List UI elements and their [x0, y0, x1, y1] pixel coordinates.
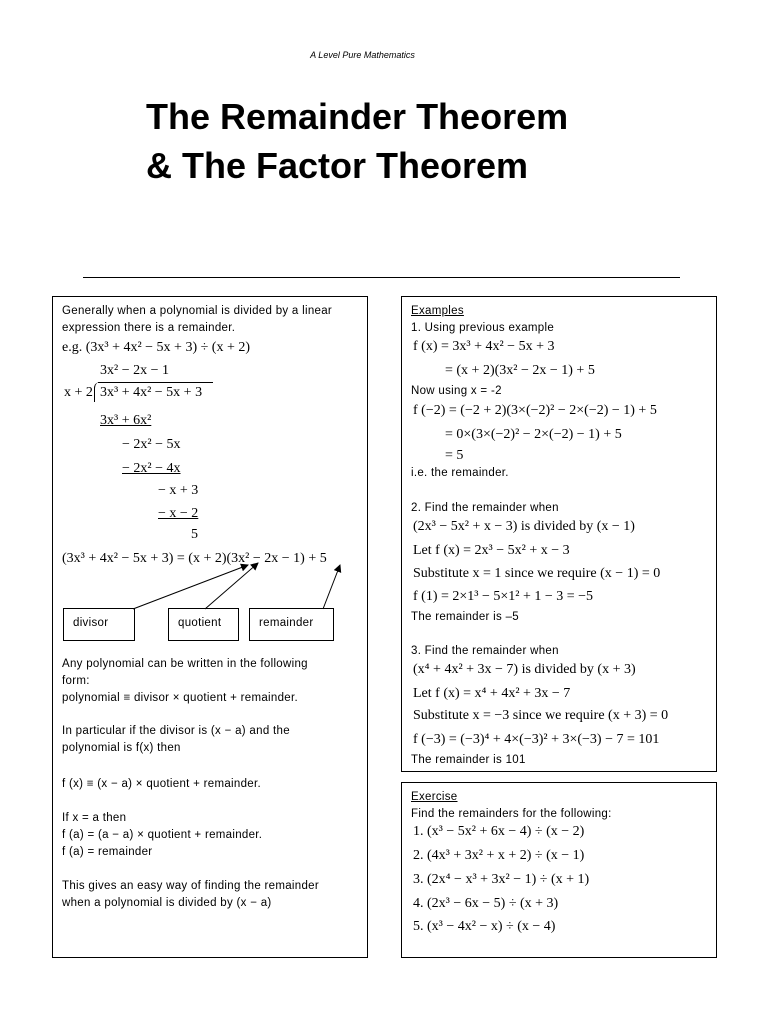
example-1-line-3: f (−2) = (−2 + 2)(3×(−2)² − 2×(−2) − 1) + 5	[413, 403, 657, 418]
division-step-3: − 2x² − 4x	[122, 461, 181, 476]
examples-heading: Examples	[411, 305, 464, 317]
intro-line-2: expression there is a remainder.	[62, 322, 236, 334]
division-step-2: − 2x² − 5x	[122, 437, 181, 452]
general-form-line-2: form:	[62, 675, 90, 687]
long-division-divisor: x + 2	[64, 385, 93, 400]
exercise-question-5: 5. (x³ − 4x² − x) ÷ (x − 4)	[413, 919, 556, 934]
example-2-result: The remainder is –5	[411, 611, 519, 623]
remainder-label: remainder	[259, 617, 314, 629]
if-x-equals-a: If x = a then	[62, 812, 127, 824]
quotient-label: quotient	[178, 617, 222, 629]
division-step-4: − x + 3	[158, 483, 199, 498]
title-divider	[83, 277, 680, 278]
fx-identity: f (x) ≡ (x − a) × quotient + remainder.	[62, 778, 261, 790]
exercise-panel	[401, 782, 717, 958]
particular-line-1: In particular if the divisor is (x − a) and the	[62, 725, 290, 737]
examples-panel	[401, 296, 717, 772]
exercise-question-2: 2. (4x³ + 3x² + x + 2) ÷ (x − 1)	[413, 848, 585, 863]
fa-expansion: f (a) = (a − a) × quotient + remainder.	[62, 829, 263, 841]
division-identity: (3x³ + 4x² − 5x + 3) = (x + 2)(3x² − 2x − 1) + 5	[62, 551, 327, 566]
running-header: A Level Pure Mathematics	[310, 50, 415, 60]
exercise-intro: Find the remainders for the following:	[411, 808, 612, 820]
example-3-line-1: (x⁴ + 4x² + 3x − 7) is divided by (x + 3)	[413, 662, 636, 677]
long-division-quotient: 3x² − 2x − 1	[100, 363, 169, 378]
example-2-title: 2. Find the remainder when	[411, 502, 559, 514]
example-1-title: 1. Using previous example	[411, 322, 555, 334]
example-2-line-1: (2x³ − 5x² + x − 3) is divided by (x − 1)	[413, 519, 635, 534]
remainder-label-box	[249, 608, 334, 641]
intro-line-1: Generally when a polynomial is divided by a linear	[62, 305, 333, 317]
example-3-line-2: Let f (x) = x⁴ + 4x² + 3x − 7	[413, 686, 571, 701]
remainder-arrow	[323, 565, 340, 609]
long-division-dividend: 3x³ + 4x² − 5x + 3	[100, 385, 203, 400]
exercise-heading: Exercise	[411, 791, 458, 803]
example-1-conclusion: i.e. the remainder.	[411, 467, 509, 479]
page-title	[146, 92, 568, 190]
general-form-line-1: Any polynomial can be written in the following	[62, 658, 308, 670]
divisor-label-box	[63, 608, 135, 641]
example-1-line-5: = 5	[445, 448, 464, 463]
conclusion-line-2: when a polynomial is divided by (x − a)	[62, 897, 272, 909]
example-1-line-2: = (x + 2)(3x² − 2x − 1) + 5	[445, 363, 595, 378]
example-division: e.g. (3x³ + 4x² − 5x + 3) ÷ (x + 2)	[62, 340, 251, 355]
example-1-line-1: f (x) = 3x³ + 4x² − 5x + 3	[413, 339, 555, 354]
example-3-line-3: Substitute x = −3 since we require (x + 3) = 0	[413, 708, 669, 723]
divisor-label: divisor	[73, 617, 109, 629]
exercise-question-1: 1. (x³ − 5x² + 6x − 4) ÷ (x − 2)	[413, 824, 585, 839]
example-1-now: Now using x = -2	[411, 385, 502, 397]
title-line-1: The Remainder Theorem	[146, 96, 569, 137]
quotient-arrow	[205, 563, 258, 609]
exercise-question-3: 3. (2x⁴ − x³ + 3x² − 1) ÷ (x + 1)	[413, 872, 590, 887]
example-1-line-4: = 0×(3×(−2)² − 2×(−2) − 1) + 5	[445, 427, 622, 442]
example-2-line-2: Let f (x) = 2x³ − 5x² + x − 3	[413, 543, 570, 558]
theorem-panel	[52, 296, 368, 958]
example-3-title: 3. Find the remainder when	[411, 645, 559, 657]
division-remainder: 5	[191, 527, 198, 542]
example-2-line-3: Substitute x = 1 since we require (x − 1) = 0	[413, 566, 661, 581]
particular-line-2: polynomial is f(x) then	[62, 742, 181, 754]
title-line-2: & The Factor Theorem	[146, 145, 529, 186]
fa-remainder: f (a) = remainder	[62, 846, 153, 858]
example-3-result: The remainder is 101	[411, 754, 526, 766]
conclusion-line-1: This gives an easy way of finding the remainder	[62, 880, 320, 892]
quotient-label-box	[168, 608, 239, 641]
division-step-5: − x − 2	[158, 506, 199, 521]
example-3-line-4: f (−3) = (−3)⁴ + 4×(−3)² + 3×(−3) − 7 = 101	[413, 732, 660, 747]
division-step-1: 3x³ + 6x²	[100, 413, 152, 428]
general-form-line-3: polynomial ≡ divisor × quotient + remainder.	[62, 692, 298, 704]
example-2-line-4: f (1) = 2×1³ − 5×1² + 1 − 3 = −5	[413, 589, 594, 604]
exercise-question-4: 4. (2x³ − 6x − 5) ÷ (x + 3)	[413, 896, 559, 911]
